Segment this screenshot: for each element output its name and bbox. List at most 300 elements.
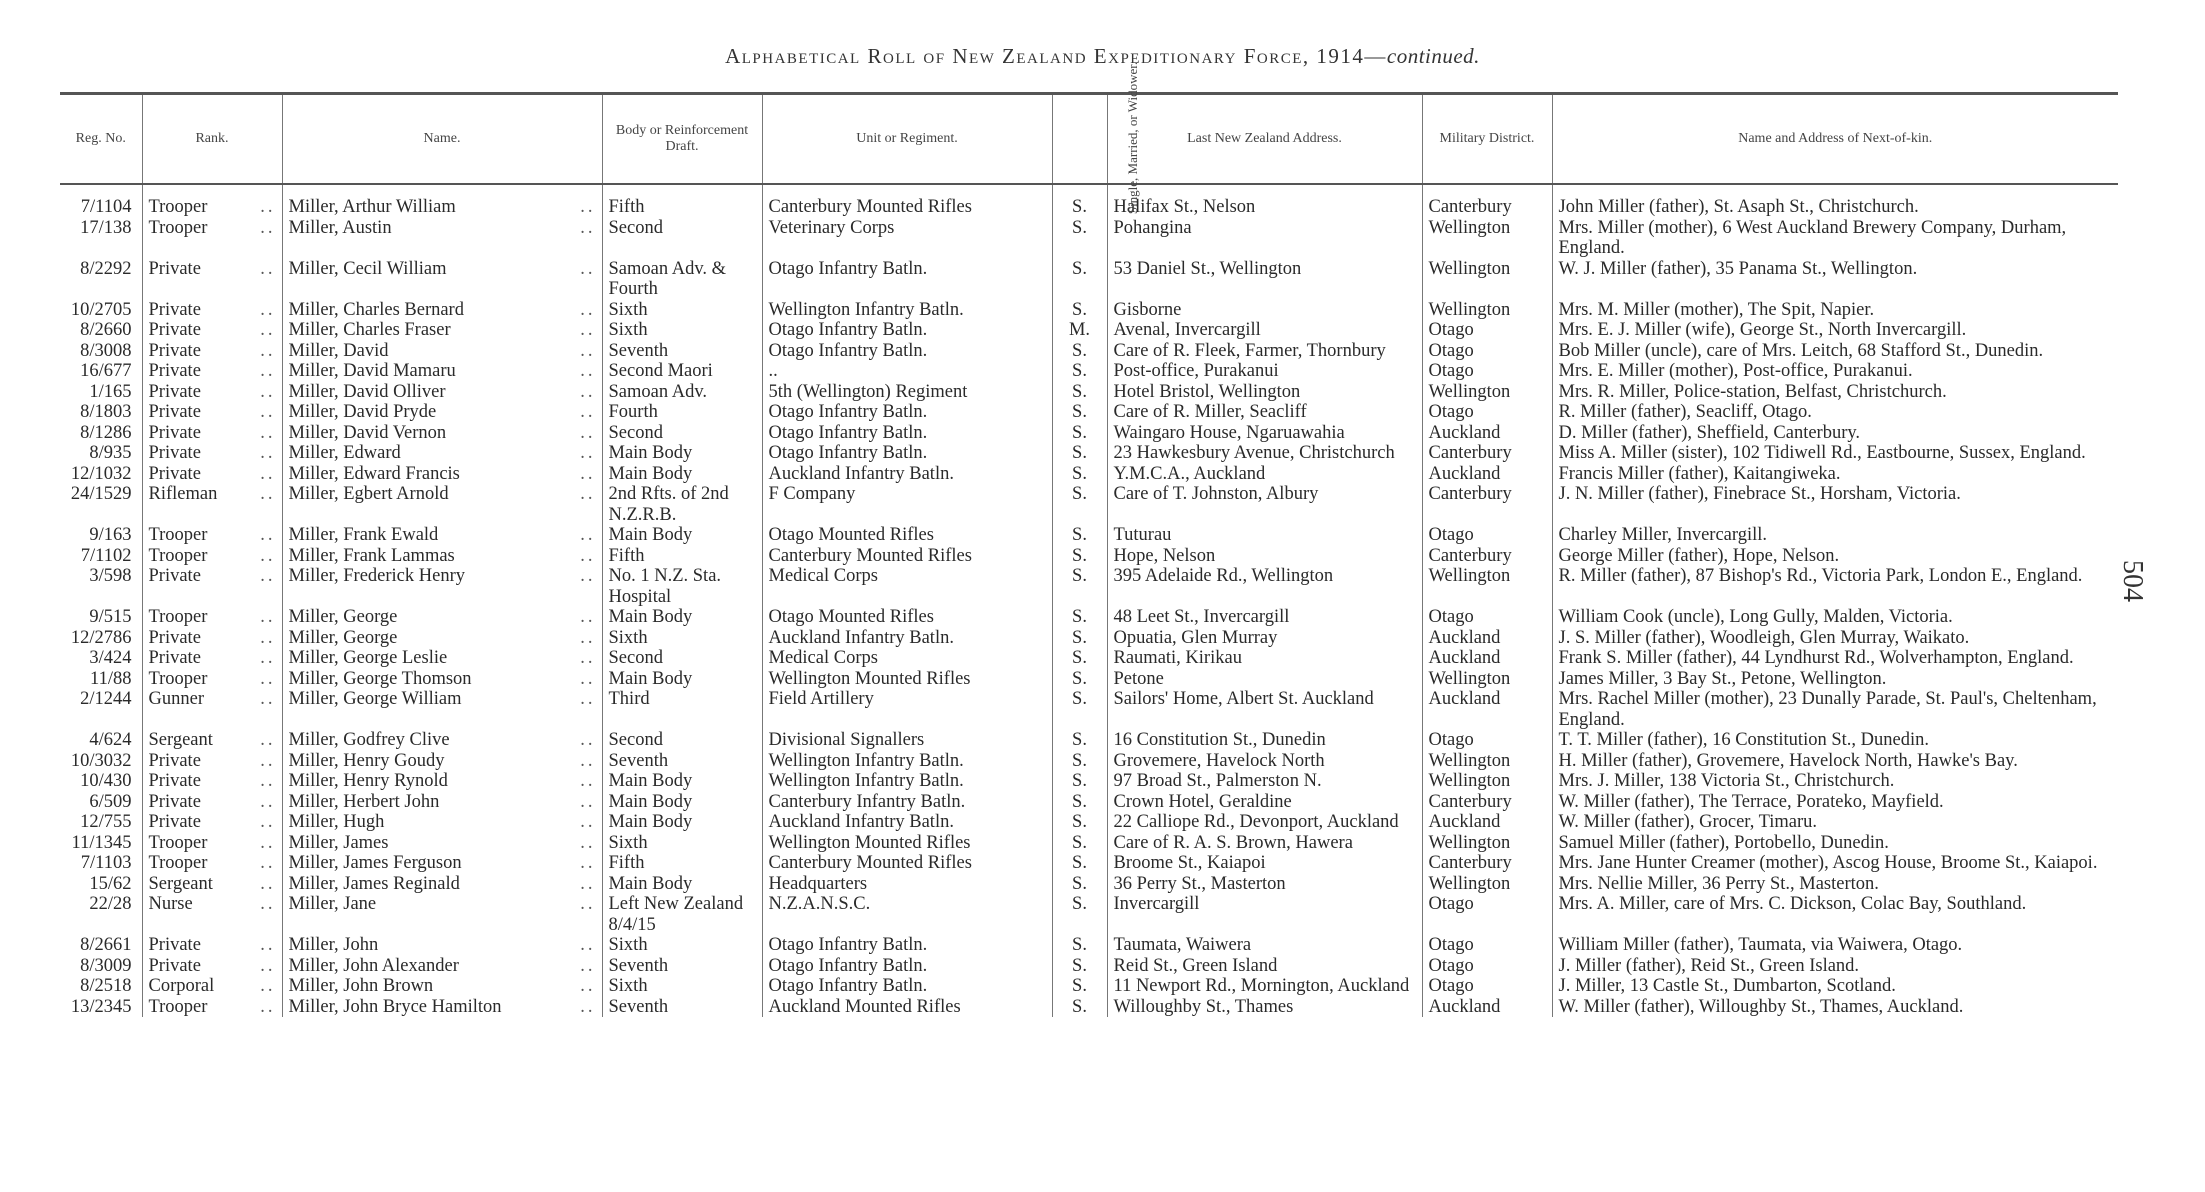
cell-reg-no-text: 8/1803 bbox=[80, 402, 132, 422]
cell-name-text: Miller, Cecil William bbox=[288, 258, 447, 279]
cell-kin bbox=[1552, 546, 2118, 567]
cell-unit bbox=[762, 812, 1052, 833]
cell-address bbox=[1107, 320, 1422, 341]
cell-rank-text: Trooper bbox=[148, 832, 208, 853]
cell-reg-no-text: 11/88 bbox=[90, 668, 132, 689]
cell-district bbox=[1422, 874, 1552, 895]
leader-dots: .. bbox=[260, 668, 276, 689]
cell-reg-no bbox=[60, 874, 142, 895]
table-row bbox=[60, 669, 2118, 690]
cell-body bbox=[602, 361, 762, 382]
table-row bbox=[60, 464, 2118, 485]
cell-address bbox=[1107, 184, 1422, 218]
cell-name-text: Miller, George Thomson bbox=[288, 668, 472, 689]
table-row bbox=[60, 751, 2118, 772]
leader-dots: .. bbox=[580, 484, 596, 504]
cell-district-text: Otago bbox=[1428, 361, 1474, 381]
header-rank: Rank. bbox=[142, 94, 282, 185]
cell-district-text: Wellington bbox=[1428, 217, 1511, 238]
cell-name bbox=[282, 300, 602, 321]
cell-rank-text: Private bbox=[148, 955, 201, 976]
cell-body bbox=[602, 320, 762, 341]
cell-reg-no bbox=[60, 464, 142, 485]
cell-name-text: Miller, Herbert John bbox=[288, 791, 440, 812]
leader-dots: .. bbox=[580, 730, 596, 750]
cell-rank bbox=[142, 853, 282, 874]
cell-reg-no bbox=[60, 484, 142, 525]
cell-kin-text: W. Miller (father), The Terrace, Porateko, Mayfield. bbox=[1558, 791, 1944, 812]
cell-reg-no-text: 8/2292 bbox=[80, 258, 132, 279]
cell-address bbox=[1107, 894, 1422, 935]
cell-status-text: S. bbox=[1072, 853, 1087, 873]
cell-status bbox=[1052, 320, 1107, 341]
cell-rank-text: Trooper bbox=[148, 668, 208, 689]
cell-kin bbox=[1552, 443, 2118, 464]
cell-address-text: Tuturau bbox=[1113, 525, 1172, 545]
cell-status-text: S. bbox=[1072, 750, 1087, 771]
cell-address bbox=[1107, 546, 1422, 567]
cell-address bbox=[1107, 423, 1422, 444]
cell-unit bbox=[762, 402, 1052, 423]
cell-name bbox=[282, 874, 602, 895]
cell-body-text: Samoan Adv. & Fourth bbox=[608, 258, 727, 299]
cell-kin bbox=[1552, 956, 2118, 977]
cell-rank bbox=[142, 218, 282, 259]
cell-rank-text: Private bbox=[148, 443, 201, 463]
cell-address bbox=[1107, 853, 1422, 874]
cell-kin bbox=[1552, 730, 2118, 751]
cell-status bbox=[1052, 894, 1107, 935]
cell-status bbox=[1052, 218, 1107, 259]
cell-name-text: Miller, James bbox=[288, 832, 389, 853]
cell-kin-text: Charley Miller, Invercargill. bbox=[1558, 525, 1768, 545]
cell-name bbox=[282, 402, 602, 423]
cell-name-text: Miller, Frank Ewald bbox=[288, 525, 439, 545]
cell-address-text: Hope, Nelson bbox=[1113, 545, 1216, 566]
cell-name-text: Miller, Arthur William bbox=[288, 197, 456, 217]
leader-dots: .. bbox=[260, 648, 276, 668]
cell-rank bbox=[142, 935, 282, 956]
cell-unit bbox=[762, 956, 1052, 977]
cell-body-text: Fifth bbox=[608, 545, 645, 566]
leader-dots: .. bbox=[260, 566, 276, 586]
cell-address-text: Broome St., Kaiapoi bbox=[1113, 853, 1266, 873]
cell-kin-text: W. Miller (father), Willoughby St., Thames, Auckland. bbox=[1558, 996, 1964, 1017]
table-row bbox=[60, 935, 2118, 956]
cell-name bbox=[282, 689, 602, 730]
cell-body-text: Main Body bbox=[608, 668, 693, 689]
cell-district-text: Otago bbox=[1428, 935, 1474, 955]
leader-dots: .. bbox=[580, 361, 596, 381]
cell-status-text: S. bbox=[1072, 217, 1087, 238]
cell-body bbox=[602, 689, 762, 730]
cell-reg-no bbox=[60, 546, 142, 567]
cell-reg-no bbox=[60, 320, 142, 341]
cell-district-text: Otago bbox=[1428, 320, 1474, 340]
cell-rank-text: Private bbox=[148, 299, 201, 320]
cell-reg-no-text: 10/3032 bbox=[70, 750, 132, 771]
cell-body bbox=[602, 751, 762, 772]
cell-body bbox=[602, 976, 762, 997]
cell-unit-text: Otago Infantry Batln. bbox=[768, 320, 928, 340]
cell-name bbox=[282, 669, 602, 690]
cell-unit-text: Canterbury Mounted Rifles bbox=[768, 545, 972, 566]
cell-reg-no-text: 12/2786 bbox=[70, 627, 132, 648]
cell-body-text: Main Body bbox=[608, 607, 693, 627]
leader-dots: .. bbox=[260, 299, 276, 320]
cell-reg-no bbox=[60, 443, 142, 464]
cell-district bbox=[1422, 669, 1552, 690]
cell-district-text: Otago bbox=[1428, 607, 1474, 627]
cell-kin-text: J. Miller, 13 Castle St., Dumbarton, Scotland. bbox=[1558, 976, 1896, 996]
table-row bbox=[60, 730, 2118, 751]
cell-reg-no bbox=[60, 689, 142, 730]
cell-reg-no bbox=[60, 751, 142, 772]
cell-rank-text: Nurse bbox=[148, 894, 193, 914]
cell-district bbox=[1422, 320, 1552, 341]
cell-kin-text: D. Miller (father), Sheffield, Canterbury. bbox=[1558, 422, 1861, 443]
cell-status-text: S. bbox=[1072, 566, 1087, 586]
cell-reg-no bbox=[60, 300, 142, 321]
cell-name-text: Miller, David Mamaru bbox=[288, 361, 456, 381]
leader-dots: .. bbox=[580, 463, 596, 484]
cell-district bbox=[1422, 751, 1552, 772]
cell-kin bbox=[1552, 464, 2118, 485]
table-row bbox=[60, 771, 2118, 792]
cell-unit bbox=[762, 833, 1052, 854]
cell-district bbox=[1422, 894, 1552, 935]
cell-unit bbox=[762, 259, 1052, 300]
cell-status-text: S. bbox=[1072, 668, 1087, 689]
cell-body-text: Main Body bbox=[608, 463, 693, 484]
cell-status bbox=[1052, 607, 1107, 628]
cell-unit-text: Veterinary Corps bbox=[768, 217, 895, 238]
cell-status-text: S. bbox=[1072, 976, 1087, 996]
cell-unit-text: Otago Infantry Batln. bbox=[768, 935, 928, 955]
cell-reg-no bbox=[60, 894, 142, 935]
cell-district bbox=[1422, 464, 1552, 485]
cell-rank-text: Private bbox=[148, 935, 201, 955]
cell-rank-text: Sergeant bbox=[148, 873, 213, 894]
cell-body-text: Seventh bbox=[608, 750, 669, 771]
cell-district bbox=[1422, 935, 1552, 956]
cell-rank-text: Sergeant bbox=[148, 730, 213, 750]
cell-district-text: Otago bbox=[1428, 730, 1474, 750]
cell-kin-text: Mrs. R. Miller, Police-station, Belfast, Christchurch. bbox=[1558, 381, 1947, 402]
cell-address bbox=[1107, 997, 1422, 1018]
cell-status bbox=[1052, 730, 1107, 751]
cell-body bbox=[602, 771, 762, 792]
cell-reg-no-text: 8/2660 bbox=[80, 320, 132, 340]
cell-district-text: Otago bbox=[1428, 976, 1474, 996]
cell-name-text: Miller, George bbox=[288, 607, 398, 627]
cell-district-text: Canterbury bbox=[1428, 443, 1512, 463]
cell-district bbox=[1422, 361, 1552, 382]
header-status bbox=[1052, 61, 1140, 215]
cell-status bbox=[1052, 300, 1107, 321]
cell-address bbox=[1107, 382, 1422, 403]
cell-body-text: Third bbox=[608, 689, 650, 709]
leader-dots: .. bbox=[580, 955, 596, 976]
cell-unit bbox=[762, 546, 1052, 567]
title-main: Alphabetical Roll of New Zealand Expeditionary Force, 1914— bbox=[725, 44, 1387, 68]
cell-reg-no-text: 3/598 bbox=[89, 566, 132, 586]
cell-address-text: 11 Newport Rd., Mornington, Auckland bbox=[1113, 976, 1410, 996]
cell-name-text: Miller, David bbox=[288, 340, 389, 361]
cell-status-text: S. bbox=[1072, 402, 1087, 422]
header-unit: Unit or Regiment. bbox=[762, 94, 1052, 185]
leader-dots: .. bbox=[580, 381, 596, 402]
cell-rank bbox=[142, 259, 282, 300]
cell-reg-no bbox=[60, 607, 142, 628]
table-row bbox=[60, 812, 2118, 833]
cell-unit-text: Otago Infantry Batln. bbox=[768, 402, 928, 422]
table-row bbox=[60, 648, 2118, 669]
cell-reg-no-text: 24/1529 bbox=[70, 484, 132, 504]
cell-district bbox=[1422, 730, 1552, 751]
cell-status bbox=[1052, 464, 1107, 485]
cell-rank bbox=[142, 300, 282, 321]
cell-name bbox=[282, 628, 602, 649]
leader-dots: .. bbox=[580, 402, 596, 422]
cell-status bbox=[1052, 382, 1107, 403]
cell-status-text: S. bbox=[1072, 361, 1087, 381]
cell-body bbox=[602, 464, 762, 485]
cell-district-text: Otago bbox=[1428, 525, 1474, 545]
cell-unit-text: 5th (Wellington) Regiment bbox=[768, 381, 968, 402]
cell-status bbox=[1052, 443, 1107, 464]
cell-address bbox=[1107, 751, 1422, 772]
cell-reg-no-text: 3/424 bbox=[89, 648, 132, 668]
cell-rank-text: Private bbox=[148, 627, 201, 648]
cell-body-text: Main Body bbox=[608, 525, 693, 545]
cell-status bbox=[1052, 546, 1107, 567]
cell-kin bbox=[1552, 751, 2118, 772]
cell-district-text: Wellington bbox=[1428, 832, 1511, 853]
cell-reg-no bbox=[60, 956, 142, 977]
cell-kin bbox=[1552, 361, 2118, 382]
cell-name bbox=[282, 935, 602, 956]
cell-name-text: Miller, Henry Goudy bbox=[288, 750, 445, 771]
leader-dots: .. bbox=[580, 812, 596, 832]
cell-reg-no bbox=[60, 341, 142, 362]
cell-name bbox=[282, 771, 602, 792]
cell-kin-text: R. Miller (father), Seacliff, Otago. bbox=[1558, 402, 1812, 422]
cell-name-text: Miller, George Leslie bbox=[288, 648, 448, 668]
cell-status bbox=[1052, 361, 1107, 382]
cell-reg-no-text: 7/1102 bbox=[80, 545, 132, 566]
cell-unit-text: Otago Infantry Batln. bbox=[768, 258, 928, 279]
cell-kin bbox=[1552, 607, 2118, 628]
cell-rank bbox=[142, 484, 282, 525]
cell-unit-text: Canterbury Mounted Rifles bbox=[768, 853, 972, 873]
cell-address-text: Reid St., Green Island bbox=[1113, 955, 1278, 976]
cell-reg-no bbox=[60, 812, 142, 833]
table-row bbox=[60, 628, 2118, 649]
cell-reg-no bbox=[60, 259, 142, 300]
cell-address-text: Care of R. Fleek, Farmer, Thornbury bbox=[1113, 340, 1386, 361]
cell-status-text: S. bbox=[1072, 894, 1087, 914]
leader-dots: .. bbox=[580, 607, 596, 627]
cell-status-text: S. bbox=[1072, 730, 1087, 750]
cell-kin-text: T. T. Miller (father), 16 Constitution St., Dunedin. bbox=[1558, 730, 1929, 750]
cell-unit-text: Auckland Mounted Rifles bbox=[768, 996, 961, 1017]
table-row bbox=[60, 320, 2118, 341]
cell-unit bbox=[762, 894, 1052, 935]
cell-address bbox=[1107, 300, 1422, 321]
cell-district-text: Canterbury bbox=[1428, 197, 1512, 217]
cell-kin bbox=[1552, 525, 2118, 546]
cell-name-text: Miller, James Ferguson bbox=[288, 853, 462, 873]
cell-status bbox=[1052, 628, 1107, 649]
cell-reg-no-text: 12/1032 bbox=[70, 463, 132, 484]
cell-rank-text: Private bbox=[148, 340, 201, 361]
cell-reg-no bbox=[60, 382, 142, 403]
cell-rank-text: Trooper bbox=[148, 197, 208, 217]
cell-reg-no bbox=[60, 525, 142, 546]
leader-dots: .. bbox=[580, 258, 596, 279]
cell-body bbox=[602, 382, 762, 403]
cell-name bbox=[282, 607, 602, 628]
cell-kin bbox=[1552, 320, 2118, 341]
cell-rank-text: Gunner bbox=[148, 689, 204, 709]
cell-address bbox=[1107, 566, 1422, 607]
leader-dots: .. bbox=[260, 607, 276, 627]
cell-district bbox=[1422, 259, 1552, 300]
table-header-row bbox=[60, 94, 2118, 185]
cell-status-text: S. bbox=[1072, 422, 1087, 443]
page-title bbox=[0, 44, 2205, 69]
cell-district bbox=[1422, 648, 1552, 669]
cell-status bbox=[1052, 751, 1107, 772]
cell-status-text: S. bbox=[1072, 299, 1087, 320]
cell-body bbox=[602, 484, 762, 525]
cell-unit-text: Wellington Mounted Rifles bbox=[768, 832, 971, 853]
cell-reg-no-text: 10/430 bbox=[80, 771, 132, 791]
cell-rank bbox=[142, 320, 282, 341]
cell-address-text: 23 Hawkesbury Avenue, Christchurch bbox=[1113, 443, 1395, 463]
cell-rank bbox=[142, 443, 282, 464]
cell-unit bbox=[762, 361, 1052, 382]
leader-dots: .. bbox=[580, 525, 596, 545]
cell-body bbox=[602, 300, 762, 321]
cell-reg-no-text: 8/2661 bbox=[80, 935, 132, 955]
cell-body-text: Sixth bbox=[608, 832, 648, 853]
cell-kin bbox=[1552, 423, 2118, 444]
cell-rank bbox=[142, 833, 282, 854]
cell-name bbox=[282, 382, 602, 403]
cell-district-text: Otago bbox=[1428, 894, 1474, 914]
cell-name bbox=[282, 464, 602, 485]
cell-status bbox=[1052, 874, 1107, 895]
cell-kin-text: George Miller (father), Hope, Nelson. bbox=[1558, 545, 1840, 566]
cell-reg-no-text: 6/509 bbox=[89, 791, 132, 812]
cell-body bbox=[602, 607, 762, 628]
leader-dots: .. bbox=[260, 955, 276, 976]
cell-status bbox=[1052, 997, 1107, 1018]
cell-kin bbox=[1552, 874, 2118, 895]
cell-district-text: Wellington bbox=[1428, 299, 1511, 320]
leader-dots: .. bbox=[260, 525, 276, 545]
cell-rank-text: Trooper bbox=[148, 545, 208, 566]
cell-kin-text: Mrs. M. Miller (mother), The Spit, Napier. bbox=[1558, 299, 1875, 320]
cell-unit bbox=[762, 382, 1052, 403]
cell-reg-no bbox=[60, 853, 142, 874]
cell-name-text: Miller, Charles Fraser bbox=[288, 320, 451, 340]
cell-district-text: Auckland bbox=[1428, 422, 1501, 443]
cell-reg-no-text: 11/1345 bbox=[71, 832, 132, 853]
cell-address bbox=[1107, 935, 1422, 956]
cell-reg-no-text: 2/1244 bbox=[80, 689, 132, 709]
cell-rank-text: Trooper bbox=[148, 853, 208, 873]
cell-name bbox=[282, 976, 602, 997]
cell-body-text: Main Body bbox=[608, 873, 693, 894]
leader-dots: .. bbox=[580, 197, 596, 217]
leader-dots: .. bbox=[580, 443, 596, 463]
cell-name bbox=[282, 484, 602, 525]
cell-address bbox=[1107, 812, 1422, 833]
leader-dots: .. bbox=[260, 730, 276, 750]
cell-address-text: Gisborne bbox=[1113, 299, 1182, 320]
cell-unit-text: Medical Corps bbox=[768, 566, 878, 586]
cell-status bbox=[1052, 976, 1107, 997]
cell-body bbox=[602, 423, 762, 444]
cell-address-text: Crown Hotel, Geraldine bbox=[1113, 791, 1292, 812]
leader-dots: .. bbox=[260, 422, 276, 443]
cell-kin bbox=[1552, 402, 2118, 423]
cell-unit bbox=[762, 607, 1052, 628]
leader-dots: .. bbox=[580, 627, 596, 648]
cell-kin-text: J. Miller (father), Reid St., Green Island. bbox=[1558, 955, 1860, 976]
cell-unit-text: Wellington Infantry Batln. bbox=[768, 750, 964, 771]
cell-unit bbox=[762, 997, 1052, 1018]
cell-reg-no bbox=[60, 976, 142, 997]
cell-rank-text: Trooper bbox=[148, 525, 208, 545]
cell-district bbox=[1422, 382, 1552, 403]
cell-status-text: S. bbox=[1072, 812, 1087, 832]
cell-body-text: 2nd Rfts. of 2nd N.Z.R.B. bbox=[608, 484, 729, 525]
cell-unit-text: Auckland Infantry Batln. bbox=[768, 627, 954, 648]
cell-name bbox=[282, 812, 602, 833]
cell-body bbox=[602, 935, 762, 956]
leader-dots: .. bbox=[260, 873, 276, 894]
cell-district-text: Wellington bbox=[1428, 566, 1511, 586]
cell-name bbox=[282, 648, 602, 669]
leader-dots: .. bbox=[260, 832, 276, 853]
leader-dots: .. bbox=[260, 791, 276, 812]
cell-kin-text: Miss A. Miller (sister), 102 Tidiwell Rd., Eastbourne, Sussex, England. bbox=[1558, 443, 2086, 463]
cell-status-text: S. bbox=[1072, 996, 1087, 1017]
cell-kin bbox=[1552, 812, 2118, 833]
cell-district bbox=[1422, 341, 1552, 362]
cell-status-text: S. bbox=[1072, 955, 1087, 976]
cell-rank-text: Private bbox=[148, 381, 201, 402]
cell-district-text: Auckland bbox=[1428, 463, 1501, 484]
cell-name bbox=[282, 361, 602, 382]
cell-status-text: S. bbox=[1072, 627, 1087, 648]
cell-kin-text: Mrs. Miller (mother), 6 West Auckland Brewery Company, Durham, England. bbox=[1558, 217, 2067, 258]
cell-reg-no bbox=[60, 566, 142, 607]
cell-unit bbox=[762, 689, 1052, 730]
cell-unit-text: F Company bbox=[768, 484, 856, 504]
cell-status bbox=[1052, 669, 1107, 690]
cell-unit bbox=[762, 976, 1052, 997]
cell-rank bbox=[142, 382, 282, 403]
cell-kin bbox=[1552, 484, 2118, 525]
cell-name-text: Miller, Frank Lammas bbox=[288, 545, 455, 566]
leader-dots: .. bbox=[260, 484, 276, 504]
cell-district-text: Otago bbox=[1428, 402, 1474, 422]
